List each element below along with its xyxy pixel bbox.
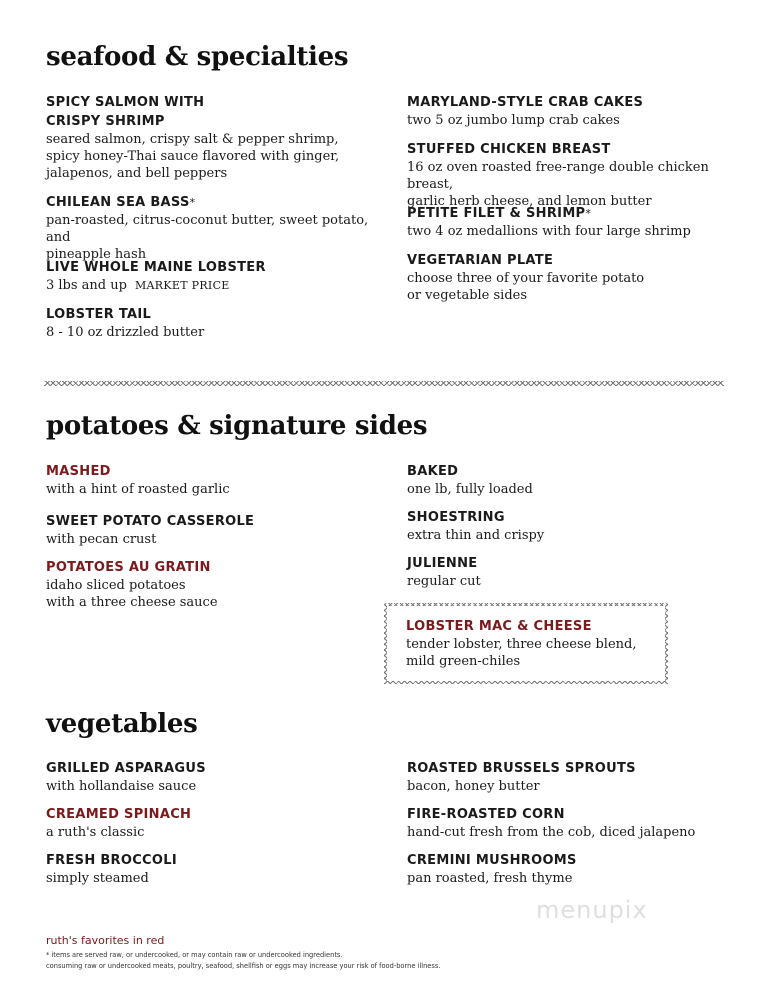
item-description: pan-roasted, citrus-coconut butter, sweet potato, and [46,213,369,245]
item-name: PETITE FILET & SHRIMP* [407,206,592,221]
item-description: a ruth's classic [46,825,145,840]
item-description: regular cut [407,574,481,589]
raw-notice-mark: * [189,196,196,209]
item-description: garlic herb cheese, and lemon butter [407,194,652,209]
item-description: choose three of your favorite potato [407,271,645,286]
item-description: with pecan crust [46,532,157,547]
item-name: SPICY SALMON WITH [46,95,205,110]
menu-item [46,193,376,263]
health-warning: consuming raw or undercooked meats, poultry, seafood, shellfish or eggs may increase your risk of food-borne illness. [46,962,441,970]
item-description: bacon, honey butter [407,779,540,794]
menu-item [46,305,376,341]
item-description: jalapenos, and bell peppers [46,166,228,181]
item-description: hand-cut fresh from the cob, diced jalapeno [407,825,696,840]
item-name: SHOESTRING [407,510,505,525]
menu-item [407,204,737,240]
menu-item [46,558,376,611]
item-description: extra thin and crispy [407,528,545,543]
raw-food-notice: * items are served raw, or undercooked, or may contain raw or undercooked ingredients. [46,951,343,959]
menu-item [407,462,737,498]
item-description: 16 oz oven roasted free-range double chicken breast, [407,160,709,192]
menu-item [46,512,376,548]
item-name: CREMINI MUSHROOMS [407,853,577,868]
item-name: LOBSTER TAIL [46,307,152,322]
item-name: FIRE-ROASTED CORN [407,807,565,822]
menu-item [46,93,376,182]
item-name: FRESH BROCCOLI [46,853,177,868]
menu-item [407,554,737,590]
item-description: with a three cheese sauce [46,595,218,610]
item-description: two 5 oz jumbo lump crab cakes [407,113,620,128]
menu-item [46,851,376,887]
item-name: CRISPY SHRIMP [46,114,165,129]
item-name: VEGETARIAN PLATE [407,253,554,268]
item-name: LOBSTER MAC & CHEESE [406,619,592,634]
item-description: idaho sliced potatoes [46,578,186,593]
item-name: CREAMED SPINACH [46,807,192,822]
favorites-legend: ruth's favorites in red [46,934,165,947]
menu-item [46,759,376,795]
item-description: one lb, fully loaded [407,482,533,497]
menu-item [407,93,737,129]
item-description: 8 - 10 oz drizzled butter [46,325,205,340]
menu-item [46,462,376,498]
item-description: with hollandaise sauce [46,779,197,794]
item-name: GRILLED ASPARAGUS [46,761,206,776]
menu-item [407,508,737,544]
item-name: POTATOES AU GRATIN [46,560,211,575]
item-name: JULIENNE [407,556,478,571]
menu-item [406,617,666,670]
menu-item [407,140,747,210]
item-description: two 4 oz medallions with four large shrimp [407,224,691,239]
item-name: MARYLAND-STYLE CRAB CAKES [407,95,644,110]
section-heading-vegetables: vegetables [46,709,198,739]
item-description: with a hint of roasted garlic [46,482,230,497]
item-description: spicy honey-Thai sauce flavored with ginger, [46,149,340,164]
item-name: SWEET POTATO CASSEROLE [46,514,255,529]
item-name: CHILEAN SEA BASS* [46,195,196,210]
item-name: STUFFED CHICKEN BREAST [407,142,611,157]
menu-item [407,759,737,795]
item-description: or vegetable sides [407,288,528,303]
section-heading-seafood: seafood & specialties [46,42,349,72]
section-heading-potatoes: potatoes & signature sides [46,411,428,441]
item-description: tender lobster, three cheese blend, [406,637,637,652]
item-name: BAKED [407,464,459,479]
item-name: MASHED [46,464,111,479]
item-name: ROASTED BRUSSELS SPROUTS [407,761,636,776]
item-description: 3 lbs and up MARKET PRICE [46,278,230,293]
menu-item [46,258,376,294]
item-description: simply steamed [46,871,149,886]
item-name: LIVE WHOLE MAINE LOBSTER [46,260,266,275]
section-divider [44,381,724,386]
item-description: seared salmon, crispy salt & pepper shrimp, [46,132,339,147]
item-description: pineapple hash [46,247,147,262]
item-description: pan roasted, fresh thyme [407,871,573,886]
raw-notice-mark: * [585,207,592,220]
menu-item [407,851,737,887]
menu-item [46,805,376,841]
menu-item [407,805,747,841]
market-price: MARKET PRICE [134,279,230,292]
featured-item-frame [384,603,668,684]
item-description: mild green-chiles [406,654,521,669]
watermark: menupix [536,896,648,924]
menu-item [407,251,737,304]
